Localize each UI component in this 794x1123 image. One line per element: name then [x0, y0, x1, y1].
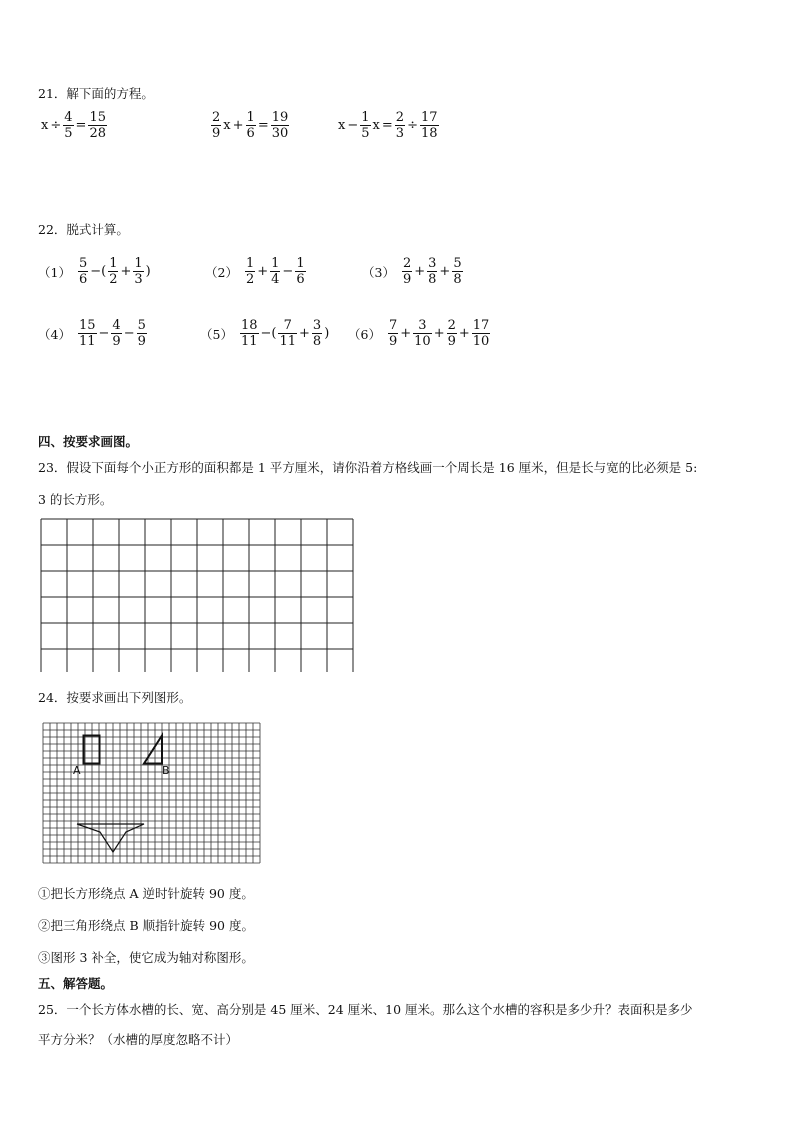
q22-item-2: （2） $\frac{1}{2}$ + $\frac{1}{4}$ − $\frac{1}{6}$ [205, 256, 305, 287]
q22-item-4: （4） $\frac{15}{11}$ − $\frac{4}{9}$ − $\frac{5}{9}$ [38, 318, 146, 349]
q24-title: 24．按要求画出下列图形。 [38, 690, 192, 705]
q22-item-6: （6） $\frac{7}{9}$ + $\frac{3}{10}$ + $\frac{2}{9}$ + $\frac{17}{10}$ [348, 318, 490, 349]
section-5-heading: 五、解答题。 [38, 976, 114, 991]
q21-equation-2: $\frac{2}{9}$ x + $\frac{1}{6}$ = $\frac{19}{30}$ [212, 110, 289, 141]
q24-task-3: ③图形 3 补全，使它成为轴对称图形。 [38, 950, 254, 965]
q24-rectangle [84, 736, 100, 764]
q23-grid[interactable] [40, 518, 356, 672]
q25-line-2: 平方分米？（水槽的厚度忽略不计） [38, 1032, 239, 1047]
q22-item-5: （5） $\frac{18}{11}$ −( $\frac{7}{11}$ + $\frac{3}{8}$ ) [200, 318, 330, 349]
section-4-heading: 四、按要求画图。 [38, 434, 139, 449]
q23-line-2: 3 的长方形。 [38, 492, 113, 507]
q22-item-1: （1） $\frac{5}{6}$ −( $\frac{1}{2}$ + $\frac{1}{3}$ ) [38, 256, 151, 287]
q24-task-2: ②把三角形绕点 B 顺指针旋转 90 度。 [38, 918, 254, 933]
q24-grid[interactable] [42, 722, 264, 864]
q23-line-1: 23．假设下面每个小正方形的面积都是 1 平方厘米，请你沿着方格线画一个周长是 16 厘米，但是长与宽的比必须是 5: [38, 460, 698, 475]
q24-triangle [144, 736, 162, 764]
q25-line-1: 25．一个长方体水槽的长、宽、高分别是 45 厘米、24 厘米、10 厘米。那么这个水槽的容积是多少升？表面积是多少 [38, 1002, 693, 1017]
q21-equation-3: x − $\frac{1}{5}$ x = $\frac{2}{3}$ ÷ $\frac{17}{18}$ [338, 110, 438, 141]
q24-task-1: ①把长方形绕点 A 逆时针旋转 90 度。 [38, 886, 254, 901]
q22-item-3: （3） $\frac{2}{9}$ + $\frac{3}{8}$ + $\frac{5}{8}$ [362, 256, 462, 287]
q24-label-a: A [73, 764, 81, 777]
q21-equation-1: x ÷ $\frac{4}{5}$ = $\frac{15}{28}$ [41, 110, 106, 141]
q24-label-b: B [162, 764, 170, 777]
q21-title: 21．解下面的方程。 [38, 86, 154, 101]
q22-title: 22．脱式计算。 [38, 222, 129, 237]
